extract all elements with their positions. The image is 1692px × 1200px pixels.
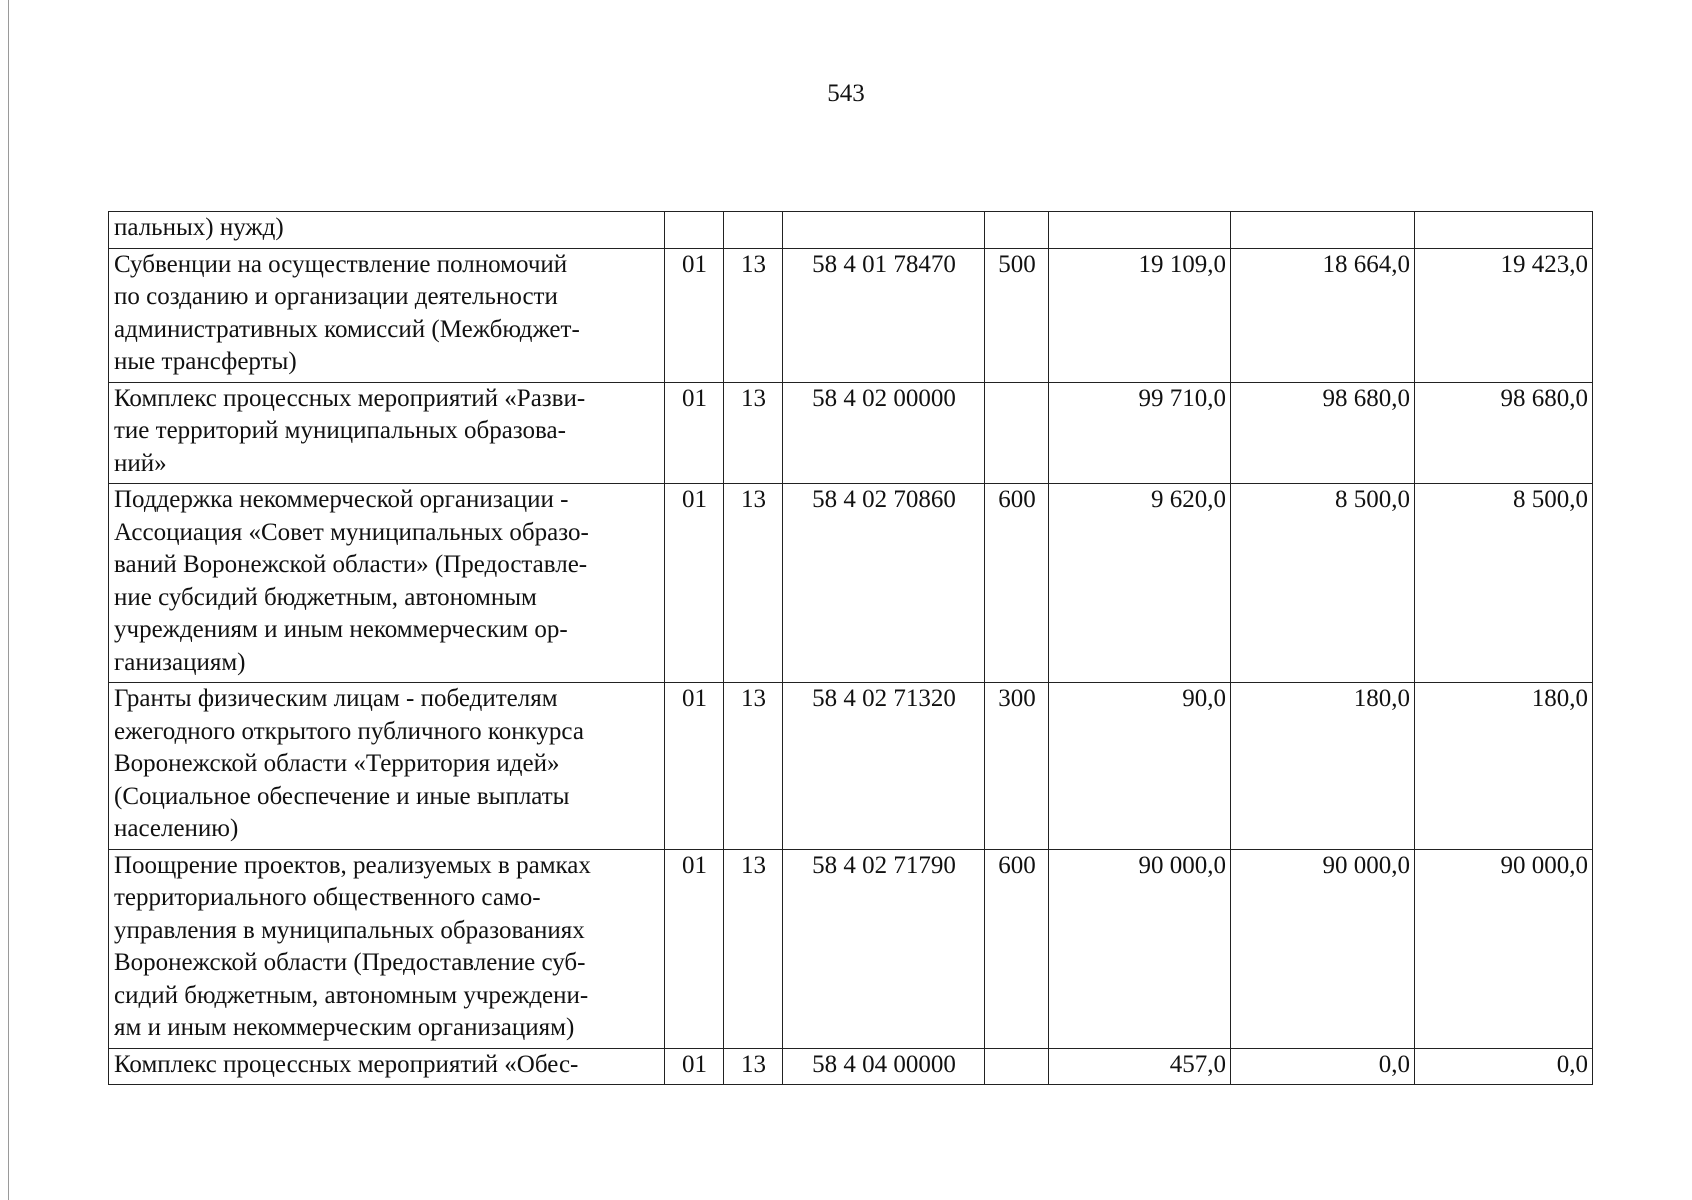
section-code-cell: 01 bbox=[665, 849, 724, 1048]
amount-year1-cell: 19 109,0 bbox=[1049, 248, 1231, 382]
target-item-code-cell: 58 4 02 70860 bbox=[783, 484, 985, 683]
section-code-cell: 01 bbox=[665, 382, 724, 484]
amount-year3-cell: 19 423,0 bbox=[1415, 248, 1593, 382]
program-name-cell bbox=[109, 212, 665, 249]
amount-year2-cell: 18 664,0 bbox=[1231, 248, 1415, 382]
program-name-line: Поощрение проектов, реализуемых в рамках bbox=[114, 851, 591, 879]
expense-type-code-cell bbox=[985, 382, 1049, 484]
amount-year3-cell: 8 500,0 bbox=[1415, 484, 1593, 683]
program-name-cell bbox=[109, 484, 665, 683]
program-name-line: ваний Воронежской области» (Предоставле- bbox=[114, 551, 588, 578]
section-code-cell: 01 bbox=[665, 683, 724, 850]
program-name-line: управления в муниципальных образованиях bbox=[114, 916, 585, 944]
section-code-cell: 01 bbox=[665, 1048, 724, 1085]
table-row bbox=[109, 212, 1593, 249]
program-name-line: Субвенции на осуществление полномочий bbox=[114, 250, 568, 278]
program-name-cell bbox=[109, 683, 665, 850]
program-name-line: Комплекс процессных мероприятий «Разви- bbox=[114, 384, 586, 412]
page-number: 543 bbox=[827, 80, 865, 107]
program-name-line: сидий бюджетным, автономным учреждени- bbox=[114, 981, 589, 1009]
program-name-line: ям и иным некоммерческим организациям) bbox=[114, 1014, 575, 1041]
target-item-code-cell: 58 4 02 00000 bbox=[783, 382, 985, 484]
subsection-code-cell: 13 bbox=[724, 1048, 783, 1085]
subsection-code-cell bbox=[724, 212, 783, 249]
amount-year1-cell: 457,0 bbox=[1049, 1048, 1231, 1085]
program-name-line: ний» bbox=[114, 449, 167, 477]
subsection-code-cell: 13 bbox=[724, 248, 783, 382]
section-code-cell: 01 bbox=[665, 484, 724, 683]
expense-type-code-cell bbox=[985, 1048, 1049, 1085]
table-row bbox=[109, 484, 1593, 683]
program-name-line: ние субсидий бюджетным, автономным bbox=[114, 583, 537, 611]
section-code-cell: 01 bbox=[665, 248, 724, 382]
program-name-line: Воронежской области (Предоставление суб- bbox=[114, 949, 586, 976]
amount-year2-cell: 0,0 bbox=[1231, 1048, 1415, 1085]
program-name-line: территориального общественного само- bbox=[114, 884, 541, 911]
amount-year2-cell bbox=[1231, 212, 1415, 249]
program-name-line: ганизациям) bbox=[114, 648, 246, 676]
target-item-code-cell: 58 4 01 78470 bbox=[783, 248, 985, 382]
table-row bbox=[109, 1048, 1593, 1085]
amount-year1-cell: 90,0 bbox=[1049, 683, 1231, 850]
expense-type-code-cell: 300 bbox=[985, 683, 1049, 850]
expense-type-code-cell: 500 bbox=[985, 248, 1049, 382]
program-name-cell bbox=[109, 849, 665, 1048]
target-item-code-cell: 58 4 02 71320 bbox=[783, 683, 985, 850]
program-name-line: Гранты физическим лицам - победителям bbox=[114, 685, 558, 712]
program-name-line: пальных) нужд) bbox=[114, 214, 284, 241]
program-name-line: учреждениям и иным некоммерческим ор- bbox=[114, 616, 568, 643]
section-code-cell bbox=[665, 212, 724, 249]
table-row bbox=[109, 683, 1593, 850]
amount-year1-cell: 99 710,0 bbox=[1049, 382, 1231, 484]
program-name-line: (Социальное обеспечение и иные выплаты bbox=[114, 782, 570, 810]
program-name-line: Воронежской области «Территория идей» bbox=[114, 750, 560, 777]
amount-year2-cell: 8 500,0 bbox=[1231, 484, 1415, 683]
binding-edge bbox=[8, 0, 9, 1200]
amount-year3-cell bbox=[1415, 212, 1593, 249]
amount-year3-cell: 0,0 bbox=[1415, 1048, 1593, 1085]
target-item-code-cell: 58 4 02 71790 bbox=[783, 849, 985, 1048]
program-name-cell bbox=[109, 382, 665, 484]
subsection-code-cell: 13 bbox=[724, 484, 783, 683]
target-item-code-cell: 58 4 04 00000 bbox=[783, 1048, 985, 1085]
table-row bbox=[109, 849, 1593, 1048]
subsection-code-cell: 13 bbox=[724, 683, 783, 850]
program-name-line: по созданию и организации деятельности bbox=[114, 283, 558, 310]
program-name-line: ежегодного открытого публичного конкурса bbox=[114, 717, 584, 745]
expense-type-code-cell bbox=[985, 212, 1049, 249]
amount-year1-cell bbox=[1049, 212, 1231, 249]
program-name-line: тие территорий муниципальных образова- bbox=[114, 417, 566, 444]
program-name-cell bbox=[109, 248, 665, 382]
amount-year1-cell: 9 620,0 bbox=[1049, 484, 1231, 683]
subsection-code-cell: 13 bbox=[724, 849, 783, 1048]
amount-year2-cell: 98 680,0 bbox=[1231, 382, 1415, 484]
program-name-line: административных комиссий (Межбюджет- bbox=[114, 315, 580, 343]
amount-year3-cell: 90 000,0 bbox=[1415, 849, 1593, 1048]
program-name-line: ные трансферты) bbox=[114, 348, 297, 375]
program-name-line: Комплекс процессных мероприятий «Обес- bbox=[114, 1050, 579, 1078]
amount-year3-cell: 180,0 bbox=[1415, 683, 1593, 850]
amount-year2-cell: 180,0 bbox=[1231, 683, 1415, 850]
expense-type-code-cell: 600 bbox=[985, 849, 1049, 1048]
program-name-line: населению) bbox=[114, 815, 239, 842]
budget-table bbox=[108, 211, 1593, 1085]
table-row bbox=[109, 248, 1593, 382]
amount-year1-cell: 90 000,0 bbox=[1049, 849, 1231, 1048]
amount-year3-cell: 98 680,0 bbox=[1415, 382, 1593, 484]
program-name-line: Поддержка некоммерческой организации - bbox=[114, 486, 569, 513]
amount-year2-cell: 90 000,0 bbox=[1231, 849, 1415, 1048]
table-body bbox=[109, 212, 1593, 1085]
subsection-code-cell: 13 bbox=[724, 382, 783, 484]
program-name-line: Ассоциация «Совет муниципальных образо- bbox=[114, 518, 589, 546]
target-item-code-cell bbox=[783, 212, 985, 249]
program-name-cell bbox=[109, 1048, 665, 1085]
expense-type-code-cell: 600 bbox=[985, 484, 1049, 683]
table-row bbox=[109, 382, 1593, 484]
